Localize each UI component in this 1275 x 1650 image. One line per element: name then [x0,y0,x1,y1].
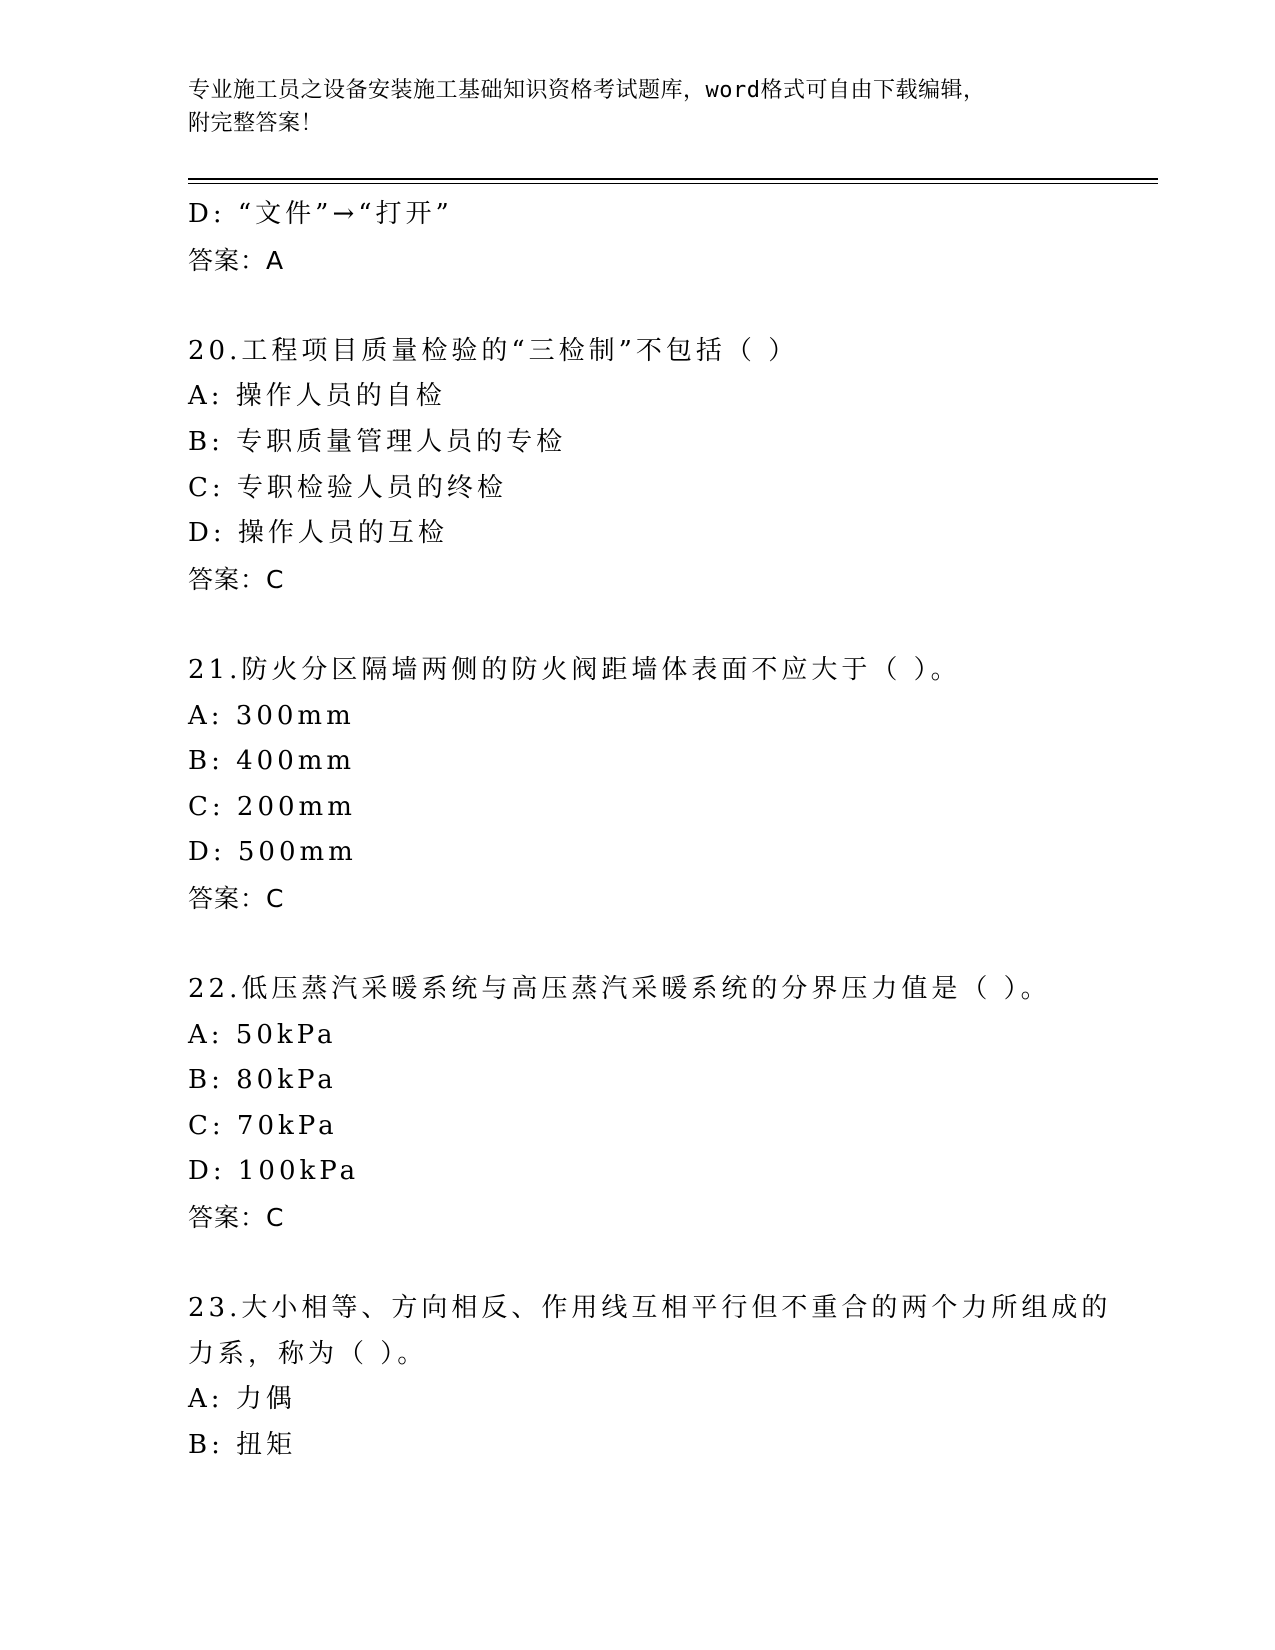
option-c: C: 专职检验人员的终检 [188,472,507,503]
question-23 [188,1286,1148,1468]
question-stem: 20.工程项目质量检验的“三检制”不包括（ ） [188,335,799,366]
question-list [188,192,1148,1469]
question-21 [188,648,1148,922]
answer: 答案：A [188,245,285,275]
option-b: B: 400mm [188,746,356,777]
document-header [188,74,1088,140]
answer: 答案：C [188,564,285,594]
question-19-tail [188,192,1148,283]
option-a: A: 力偶 [188,1384,296,1415]
option-a: A: 300mm [188,700,355,731]
question-stem: 22.低压蒸汽采暖系统与高压蒸汽采暖系统的分界压力值是（ ）。 [188,974,1051,1005]
header-divider-thick [188,178,1158,180]
answer: 答案：C [188,1203,285,1233]
option-c: C: 70kPa [188,1110,338,1141]
question-stem-line-2: 力系，称为（ ）。 [188,1338,428,1369]
spacer [188,1241,1148,1287]
question-20 [188,329,1148,603]
option-b: B: 80kPa [188,1065,337,1096]
option-d: D: 500mm [188,837,357,868]
option-a: A: 操作人员的自检 [188,381,446,412]
header-divider-thin [188,183,1158,184]
question-stem: 21.防火分区隔墙两侧的防火阀距墙体表面不应大于（ ）。 [188,654,961,685]
question-stem-line-1: 23.大小相等、方向相反、作用线互相平行但不重合的两个力所组成的 [188,1293,1112,1324]
option-c: C: 200mm [188,791,356,822]
option-b: B: 专职质量管理人员的专检 [188,426,567,457]
spacer [188,283,1148,329]
option-d: D: 操作人员的互检 [188,518,448,549]
option-d: D: 100kPa [188,1156,360,1187]
spacer [188,922,1148,968]
option-a: A: 50kPa [188,1019,337,1050]
spacer [188,602,1148,648]
header-title-line-1: 专业施工员之设备安装施工基础知识资格考试题库，word格式可自由下载编辑， [188,78,986,103]
option-d: D: “文件”→“打开” [188,199,453,229]
option-b: B: 扭矩 [188,1430,297,1461]
answer: 答案：C [188,883,285,913]
header-title-line-2: 附完整答案！ [188,111,324,136]
question-22 [188,967,1148,1241]
